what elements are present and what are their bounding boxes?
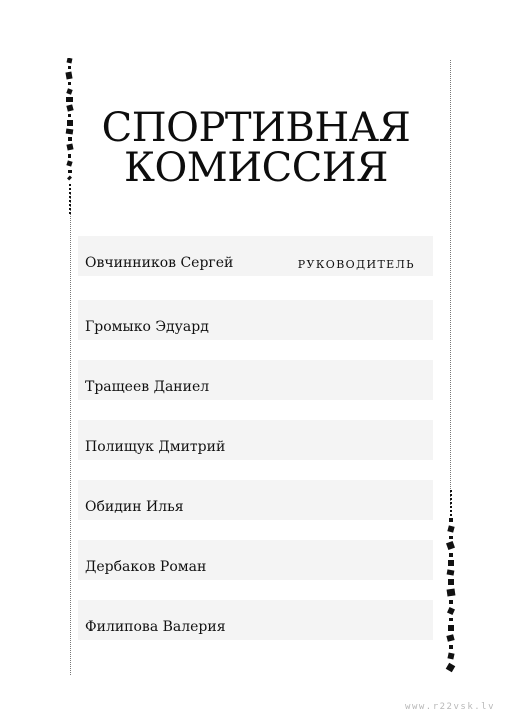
member-row: [78, 540, 433, 580]
title-line-2: КОМИССИЯ: [124, 145, 388, 191]
page-title: [78, 105, 434, 191]
member-name: Громыко Эдуард: [85, 319, 209, 335]
footer-site-link[interactable]: www.r22vsk.lv: [405, 702, 495, 712]
member-name: Полищук Дмитрий: [85, 439, 226, 455]
right-dotted-rule: [450, 60, 451, 505]
member-row: [78, 600, 433, 640]
member-row: [78, 420, 433, 460]
right-dash-ornament: [442, 490, 460, 675]
member-row: [78, 300, 433, 340]
left-dotted-rule: [70, 192, 71, 675]
member-role: РУКОВОДИТЕЛЬ: [297, 258, 415, 271]
member-row: [78, 360, 433, 400]
member-row: [78, 236, 433, 276]
member-row: [78, 480, 433, 520]
member-name: Тращеев Даниел: [85, 379, 210, 395]
left-dash-ornament: [62, 58, 78, 218]
member-name: Обидин Илья: [85, 499, 184, 515]
member-name: Дербаков Роман: [85, 559, 207, 575]
member-name: Филипова Валерия: [85, 619, 226, 635]
member-name: Овчинников Сергей: [85, 255, 234, 271]
title-line-1: СПОРТИВНАЯ: [101, 105, 411, 151]
